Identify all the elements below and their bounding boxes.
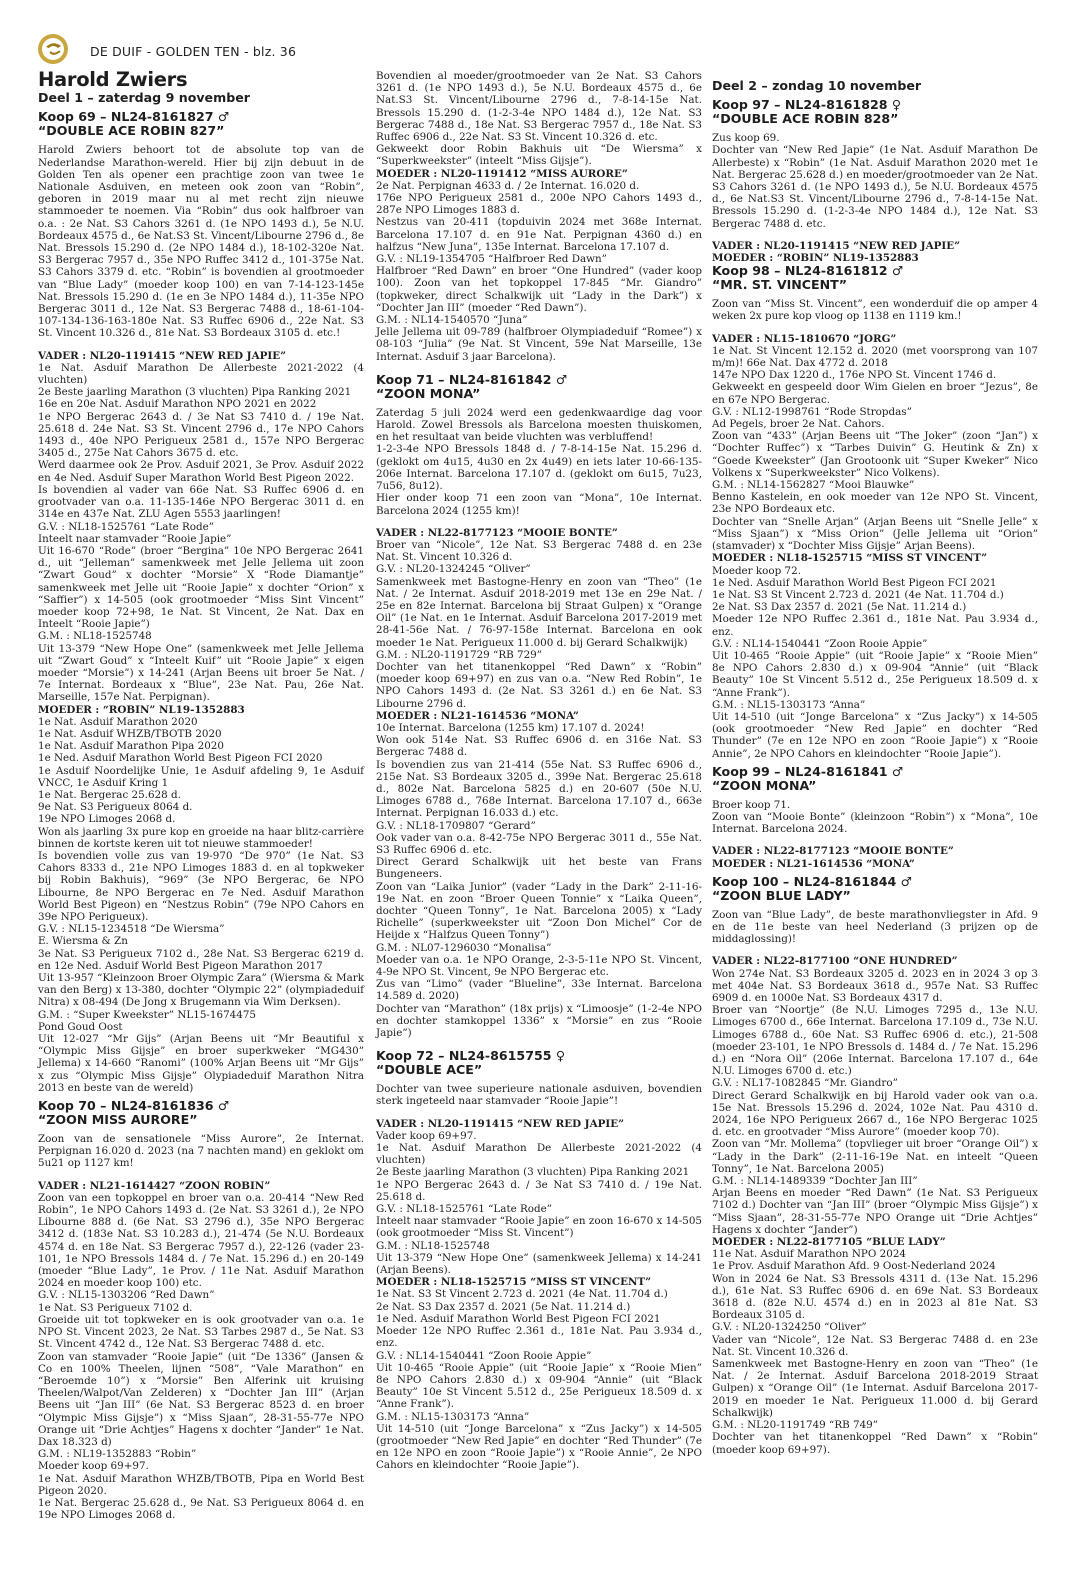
body-paragraph: G.V. : NL20-1324245 “Oliver” xyxy=(376,563,531,576)
body-paragraph: G.M. : NL15-1303173 “Anna” xyxy=(712,698,866,711)
body-paragraph: Zoon van “Laika Junior” (vader “Lady in the Dark” 2-11-16-19e Nat. en zoon “Broer Queen Tonnie” x “Laika Queen”, dochter “Queen Tonny”, 1e Nat. Barcelona 2005) x “Lady Richelle” (superkweekster uit “Zoon Don Michel” Cor de Heijde x “Halfzus Queen Tonny”) xyxy=(376,880,702,942)
body-paragraph: Uit 10-465 “Rooie Appie” (uit “Rooie Japie” x “Rooie Mien” 8e NPO Cahors 2.830 d.) x 09-904 “Annie” (uit “Black Beauty” 10e St Vincent 5.512 d., 25e Perigueux 18.509 d. x “Anne Frank”). xyxy=(712,649,1038,699)
body-paragraph: Moeder koop 72. xyxy=(712,564,801,577)
pedigree-parent-line: VADER : NL21-1614427 “ZOON ROBIN” xyxy=(38,1179,271,1192)
body-paragraph: Gekweekt door Robin Bakhuis uit “De Wiersma” x “Superkweekster” (inteelt “Miss Gijsje”). xyxy=(376,143,702,168)
body-paragraph: Dochter van “Marathon” (18x prijs) x “Limoosje” (1-2-4e NPO en dochter stamkoppel 1336” x “Morsie” en zus “Rooie Japie”) xyxy=(376,1002,702,1040)
body-paragraph: 1e NPO Bergerac 2643 d. / 3e Nat S3 7410 d. / 19e Nat. 25.618 d. xyxy=(376,1178,702,1203)
body-paragraph: Dochter van “Snelle Arjan” (Arjan Beens uit “Snelle Jelle” x “Miss Sjaan”) x “Miss Orion” (Jelle Jellema uit “Orion” (stamvader) x “Dochter Miss Gijsje” Arjan Beens). xyxy=(712,515,1038,553)
body-paragraph: G.V. : NL12-1998761 “Rode Stropdas” xyxy=(712,405,912,418)
body-paragraph: Uit 13-957 “Kleinzoon Broer Olympic Zara” (Wiersma & Mark van den Berg) x 13-380, dochter “Olympic 22” (olympiadeduif Nitra) x 08-494 (De Jong x Brugemann via Wim Derksen). xyxy=(38,972,364,1009)
body-paragraph: Werd daarmee ook 2e Prov. Asduif 2021, 3e Prov. Asduif 2022 en 4e Ned. Asduif Super Marathon World Best Pigeon 2022. xyxy=(38,459,364,484)
body-paragraph: G.M. : “Super Kweekster” NL15-1674475 xyxy=(38,1008,256,1021)
body-paragraph: G.M. : NL20-1191729 “RB 729” xyxy=(376,648,543,661)
body-paragraph: Direct Gerard Schalkwijk en bij Harold vader ook van o.a. 15e Nat. Bressols 15.296 d. 2024, 102e Nat. Pau 4310 d. 2024, 16e NPO Perigueux 2667 d., 16e NPO Bergerac 1025 d. etc. en grootvader “Miss Aurore” (moeder koop 70). xyxy=(712,1089,1038,1139)
body-paragraph: Uit 14-510 (uit “Jonge Barcelona” x “Zus Jacky”) x 14-505 (ook grootmoeder “New Red Japie” en dochter “Red Thunder” (7e en 12e NPO en zoon “Rooie Japie”) x “Rooie Annie”, 2e NPO Cahors en kleindochter “Rooie Japie”). xyxy=(712,710,1038,760)
body-paragraph: G.V. : NL15-1234518 “De Wiersma” xyxy=(38,923,225,936)
spacer xyxy=(38,1170,364,1180)
lot-heading: Koop 69 – NL24-8161827 ♂ xyxy=(38,109,230,125)
body-paragraph: Uit 13-379 “New Hope One” (samenkweek Jellema) x 14-241 (Arjan Beens). xyxy=(376,1251,702,1277)
body-paragraph: Won 274e Nat. S3 Bordeaux 3205 d. 2023 en in 2024 3 op 3 met 404e Nat. S3 Bordeaux 3618 d., 957e Nat. S3 Ruffec 6909 d. en 1000e Nat. S3 Bordeaux 4317 d. xyxy=(712,967,1038,1004)
lot-heading: Koop 70 – NL24-8161836 ♂ xyxy=(38,1098,230,1114)
body-paragraph: Zoon van “Mooie Bonte” (kleinzoon “Robin”) x “Mona”, 10e Internat. Barcelona 2024. xyxy=(712,810,1038,836)
lot-name: “ZOON MONA” xyxy=(712,777,817,793)
body-paragraph: 1e Nat. Bergerac 25.628 d., 9e Nat. S3 Perigueux 8064 d. en 19e NPO Limoges 2068 d. xyxy=(38,1496,364,1522)
pedigree-parent-line: MOEDER : “ROBIN” NL19-1352883 xyxy=(38,703,245,716)
body-paragraph: Pond Goud Oost xyxy=(38,1020,123,1033)
body-paragraph: Ad Pegels, broer 2e Nat. Cahors. xyxy=(712,418,885,431)
spacer xyxy=(712,230,1038,240)
body-paragraph: 3e Nat. S3 Perigueux 7102 d., 28e Nat. S3 Bergerac 6219 d. en 12e Ned. Asduif World Best Pigeon Marathon 2017 xyxy=(38,947,364,972)
body-paragraph: Vader koop 69+97. xyxy=(376,1129,477,1142)
body-paragraph: G.M. : NL18-1525748 xyxy=(38,630,152,643)
body-paragraph: Zoon van “Blue Lady”, de beste marathonvliegster in Afd. 9 en de 11e beste van heel Nederland (3 prijzen op de middaglossing)! xyxy=(712,908,1038,946)
spacer xyxy=(38,340,364,350)
body-paragraph: 1e Asduif Noordelijke Unie, 1e Asduif afdeling 9, 1e Asduif VNCC, 1e Asduif Kring 1 xyxy=(38,764,364,789)
body-paragraph: Zus van “Limo” (vader “Blueline”, 33e Internat. Barcelona 14.589 d. 2020) xyxy=(376,978,702,1003)
body-paragraph: Hier onder koop 71 een zoon van “Mona”, 10e Internat. Barcelona 2024 (1255 km)! xyxy=(376,492,702,517)
body-paragraph: Samenkweek met Bastogne-Henry en zoon van “Theo” (1e Nat. / 2e Internat. Asduif 2018-2019 met 13e en 29e Nat. / 25e en 82e Internat. Barcelona bij Straat Gulpen) x “Orange Oil” (1e Nat. en 1e Internat. Asduif Barcelona 2017-2019 met 28-41-56e Nat. / 76-97-158e Internat. Barcelona en ook moeder 1e Nat. Perigueux 11.000 d. bij Gerard Schalkwijk) xyxy=(376,575,702,649)
pedigree-parent-line: MOEDER : NL21-1614536 “MONA” xyxy=(376,709,579,722)
lot-name: “DOUBLE ACE ROBIN 828” xyxy=(712,111,899,127)
body-paragraph: 19e NPO Limoges 2068 d. xyxy=(38,813,176,826)
body-paragraph: 11e Nat. Asduif Marathon NPO 2024 xyxy=(712,1248,906,1261)
body-paragraph: Moeder 12e NPO Ruffec 2.361 d., 181e Nat. Pau 3.934 d., enz. xyxy=(376,1325,702,1350)
body-paragraph: 1e Prov. Asduif Marathon Afd. 9 Oost-Nederland 2024 xyxy=(712,1260,996,1273)
body-paragraph: 1e NPO Bergerac 2643 d. / 3e Nat S3 7410 d. / 19e Nat. 25.618 d. 24e Nat. S3 St. Vincent 2796 d., 17e NPO Cahors 1493 d., 40e NPO Perigueux 2581 d., 157e NPO Bergerac 3405 d., 275e Nat Cahors 3675 d. etc. xyxy=(38,410,364,460)
body-paragraph: Inteelt naar stamvader “Rooie Japie” xyxy=(38,532,232,545)
pedigree-parent-line: VADER : NL22-8177100 “ONE HUNDRED” xyxy=(712,955,958,968)
body-paragraph: Dochter van het titanenkoppel “Red Dawn” x “Robin” (moeder koop 69+97). xyxy=(712,1431,1038,1456)
body-paragraph: Arjan Beens en moeder “Red Dawn” (1e Nat. S3 Perigueux 7102 d.) Dochter van “Jan III” (broer “Olympic Miss Gijsje”) x “Miss Sjaan”, 28-31-55-77e NPO Orange uit “Drie Achtjes” Hagens x dochter “Jander”) xyxy=(712,1187,1038,1236)
lot-heading: Koop 97 – NL24-8161828 ♀ xyxy=(712,97,902,113)
body-paragraph: Groeide uit tot topkweker en is ook grootvader van o.a. 1e NPO St. Vincent 2023, 2e Nat. S3 Tarbes 2987 d., 5e Nat. S3 St. Vincent 4742 d., 12e Nat. S3 Bergerac 7488 d. etc. xyxy=(38,1313,364,1351)
lot-name: “ZOON MISS AURORE” xyxy=(38,1112,198,1128)
body-paragraph: Uit 14-510 (uit “Jonge Barcelona” x “Zus Jacky”) x 14-505 (grootmoeder “New Red Japie” en dochter “Red Thunder” (7e en 12e NPO en zoon “Rooie Japie”) x “Rooie Annie”, 2e NPO Cahors en kleindochter “Rooie Japie”). xyxy=(376,1422,702,1472)
body-paragraph: 2e Beste jaarling Marathon (3 vluchten) Pipa Ranking 2021 xyxy=(376,1166,690,1179)
body-paragraph: Zus koop 69. xyxy=(712,132,780,145)
body-paragraph: Uit 16-670 “Rode” (broer “Bergina” 10e NPO Bergerac 2641 d., uit “Jelleman” samenkweek met Jelle Jellema uit zoon “Zwart Goud” x dochter “Morsie” X “Rode Diamantje” samenkweek met Jelle uit “Rooie Japie” x dochter “Orion” x “Saffier”) x 14-505 (ook grootmoeder “Miss Sint Vincent” moeder koop 72+98, 1e Nat. St Vincent, 2e Nat. Dax en Inteelt “Rooie Japie”) xyxy=(38,544,364,631)
body-paragraph: Uit 13-379 “New Hope One” (samenkweek met Jelle Jellema uit “Zwart Goud” x “Inteelt Kuif” uit “Rooie Japie” x eigen moeder “Morsie”) x 14-241 (Arjan Beens uit broer 5e Nat. / 7e Internat. Bordeaux x “Blue”, 23e Nat. Pau, 26e Nat. Marseille, 157e Nat. Perpignan). xyxy=(38,642,364,704)
body-paragraph: 1e Nat. Asduif Marathon De Allerbeste 2021-2022 (4 vluchten) xyxy=(376,1142,702,1167)
body-paragraph: Broer van “Noortje” (8e N.U. Limoges 7295 d., 13e N.U. Limoges 6700 d., 66e Internat. Barcelona 17.109 d., 73e N.U. Limoges 6788 d., 60e Nat. S3 Ruffec 6906 d. etc.), 21-508 (moeder 23-101, 1e NPO Bressols d. 1484 d. / 7e Nat. 15.296 d.) en “Nora Oil” (206e Internat. Barcelona 17.107 d., 64e N.U. Limoges 6700 d. etc.) xyxy=(712,1004,1038,1078)
body-paragraph: 2e Nat. S3 Dax 2357 d. 2021 (5e Nat. 11.214 d.) xyxy=(376,1300,631,1313)
body-paragraph: Moeder koop 69+97. xyxy=(38,1460,149,1473)
body-paragraph: 1e Nat. Asduif WHZB/TBOTB 2020 xyxy=(38,727,222,740)
column-right xyxy=(712,80,1038,1456)
body-paragraph: G.M. : NL07-1296030 “Monalisa” xyxy=(376,941,552,954)
body-paragraph: Dochter van “New Red Japie” (1e Nat. Asduif Marathon De Allerbeste) x “Robin” (1e Nat. Asduif Marathon 2020 met 1e Nat. Bergerac 25.628 d.) en moeder/grootmoeder van 2e Nat. S3 Cahors 3261 d. (1e NPO 1493 d.), 5e N.U. Bordeaux 4575 d., 6e Nat.S3 St. Vincent/Libourne 2796 d., 7-8-14-15e Nat. Bressols 15.290 d. (1-2-3-4e NPO 1484 d.), 12e Nat. S3 Bergerac 7488 d. etc. xyxy=(712,144,1038,230)
spacer xyxy=(712,835,1038,845)
body-paragraph: 1e Nat. Asduif Marathon De Allerbeste 2021-2022 (4 vluchten) xyxy=(38,361,364,387)
spacer xyxy=(376,517,702,527)
breeder-name: Harold Zwiers xyxy=(38,68,188,91)
body-paragraph: G.V. : NL20-1324250 “Oliver” xyxy=(712,1321,867,1334)
body-paragraph: 1-2-3-4e NPO Bressols 1848 d. / 7-8-14-15e Nat. 15.296 d. (geklokt om 4u15, 4u30 en 2x 4u49) en iets later 10-66-135-206e Internat. Barcelona 17.107 d. (geklokt om 6u15, 7u23, 7u56, 8u12). xyxy=(376,443,702,493)
lot-name: “ZOON MONA” xyxy=(376,385,481,401)
body-paragraph: Gekweekt en gespeeld door Wim Gielen en broer “Jezus”, 8e en 67e NPO Bergerac. xyxy=(712,381,1038,406)
body-paragraph: 1e Ned. Asduif Marathon World Best Pigeon FCI 2021 xyxy=(712,576,997,589)
body-paragraph: Zoon van “433” (Arjan Beens uit “The Joker” (zoon “Jan”) x “Dochter Ruffec”) x “Tarbes Duivin” G. Heutink & Zn) x “Goede Kweekster” (Jan Grootoonk uit “Super Kweker” Nico Volkens x “Superkweekster” Nico Volkens). xyxy=(712,430,1038,479)
body-paragraph: 1e Nat. St Vincent 12.152 d. 2020 (met voorsprong van 107 m/m)! 66e Nat. Dax 4772 d. 2018 xyxy=(712,344,1038,370)
body-paragraph: 1e Nat. Asduif Marathon WHZB/TBOTB, Pipa en World Best Pigeon 2020. xyxy=(38,1472,364,1497)
body-paragraph: Samenkweek met Bastogne-Henry en zoon van “Theo” (1e Nat. / 2e Internat. Asduif Barcelona 2018-2019 Straat Gulpen) x “Orange Oil” (1e Internat. Asduif Barcelona 2017-2019 en moeder 1e Nat. Perigueux 11.000 d. bij Gerard Schalkwijk) xyxy=(712,1358,1038,1419)
body-paragraph: Jelle Jellema uit 09-789 (halfbroer Olympiadeduif “Romee”) x 08-103 “Julia” (9e Nat. St Vincent, 59e Nat Marseille, 13e Internat. Asduif 3 jaar Barcelona). xyxy=(376,326,702,363)
page-header-text: DE DUIF - GOLDEN TEN - blz. 36 xyxy=(90,43,297,59)
pedigree-parent-line: MOEDER : NL21-1614536 “MONA” xyxy=(712,857,915,870)
body-paragraph: Bovendien al moeder/grootmoeder van 2e Nat. S3 Cahors 3261 d. (1e NPO 1493 d.), 5e N.U. Bordeaux 4575 d., 6e Nat.S3 St. Vincent/Libourne 2796 d., 7-8-14-15e Nat. Bressols 15.290 d. (1-2-3-4e NPO 1484 d.), 12e Nat. S3 Bergerac 7488 d., 18e Nat. S3 Bergerac 7957 d., 18e Nat. S3 Ruffec 6906 d., 22e Nat. S3 St. Vincent 10.326 d. etc. xyxy=(376,70,702,144)
body-paragraph: Zoon van de sensationele “Miss Aurore”, 2e Internat. Perpignan 16.020 d. 2023 (na 7 nachten mand) en geklokt om 5u21 op 1127 km! xyxy=(38,1133,364,1170)
lot-name: “ZOON BLUE LADY” xyxy=(712,887,851,903)
body-paragraph: Dochter van het titanenkoppel “Red Dawn” x “Robin” (moeder koop 69+97) en zus van o.a. “New Red Robin”, 1e NPO Cahors 1493 d. (2e Nat. S3 3261 d.) en 6e Nat. S3 Libourne 2796 d. xyxy=(376,660,702,710)
body-paragraph: Uit 10-465 “Rooie Appie” (uit “Rooie Japie” x “Rooie Mien” 8e NPO Cahors 2.830 d.) x 09-904 “Annie” (uit “Black Beauty” 10e St Vincent 5.512 d., 25e Perigueux 18.509 d. x “Anne Frank”). xyxy=(376,1361,702,1411)
pedigree-parent-line: VADER : NL22-8177123 “MOOIE BONTE” xyxy=(376,526,618,539)
pedigree-parent-line: MOEDER : NL18-1525715 “MISS ST VINCENT” xyxy=(712,552,988,565)
body-paragraph: G.V. : NL18-1525761 “Late Rode” xyxy=(376,1203,553,1216)
body-paragraph: G.V. : NL18-1525761 “Late Rode” xyxy=(38,520,215,533)
spacer xyxy=(712,945,1038,955)
body-paragraph: Direct Gerard Schalkwijk uit het beste van Frans Bungeneers. xyxy=(376,856,702,881)
body-paragraph: 1e Nat. S3 St Vincent 2.723 d. 2021 (4e Nat. 11.704 d.) xyxy=(376,1288,668,1301)
body-paragraph: 2e Nat. Perpignan 4633 d. / 2e Internat. 16.020 d. xyxy=(376,179,640,192)
body-paragraph: G.V. : NL15-1303206 “Red Dawn” xyxy=(38,1289,215,1302)
body-paragraph: Inteelt naar stamvader “Rooie Japie” en zoon 16-670 x 14-505 (ook grootmoeder “Miss St. Vincent”) xyxy=(376,1215,702,1240)
pedigree-parent-line: MOEDER : NL20-1191412 “MISS AURORE” xyxy=(376,167,628,180)
lot-name: “DOUBLE ACE” xyxy=(376,1062,483,1078)
lot-name: “MR. ST. VINCENT” xyxy=(712,277,848,293)
body-paragraph: 1e Nat. S3 Perigueux 7102 d. xyxy=(38,1301,193,1314)
pedigree-parent-line: MOEDER : “ROBIN” NL19-1352883 xyxy=(712,252,919,265)
body-paragraph: 176e NPO Perigueux 2581 d., 200e NPO Cahors 1493 d., 287e NPO Limoges 1883 d. xyxy=(376,192,702,217)
body-paragraph: Uit 12-027 “Mr Gijs” (Arjan Beens uit “Mr Beautiful x “Olympic Miss Gijsje” en broer superkweker “MG430” Jellema) x 14-660 “Ranomi” (100% Arjan Beens uit “Mr Gijs” x zus “Olympic Miss Gijsje” Olypiadeduif Marathon Nitra 2013 en beste van de wereld) xyxy=(38,1033,364,1094)
body-paragraph: 1e Nat. Asduif Marathon Pipa 2020 xyxy=(38,740,224,753)
body-paragraph: Is bovendien zus van 21-414 (55e Nat. S3 Ruffec 6906 d., 215e Nat. S3 Bordeaux 3205 d., 399e Nat. Bergerac 25.618 d., 802e Nat. Barcelona 5825 d.) en 20-607 (50e N.U. Limoges 6788 d., 768e Internat. Barcelona 17.107 d., 663e Internat. Perpignan 16.033 d.) etc. xyxy=(376,758,702,820)
body-paragraph: G.V. : NL19-1354705 “Halfbroer Red Dawn” xyxy=(376,253,607,266)
body-paragraph: E. Wiersma & Zn xyxy=(38,935,128,948)
body-paragraph: 16e en 20e Nat. Asduif Marathon NPO 2021 en 2022 xyxy=(38,398,317,411)
body-paragraph: 9e Nat. S3 Perigueux 8064 d. xyxy=(38,801,193,814)
body-paragraph: Harold Zwiers behoort tot de absolute top van de Nederlandse Marathon-wereld. Hier bij zijn debuut in de Golden Ten als opener een prachtige zoon van twee 1e Nationale Asduiven, en meteen ook zoon van “Robin”, geboren in 2019 maar nu al met recht zijn nieuwe stammoeder te noemen. Via “Robin” dus ook halfbroer van o.a. : 2e Nat. S3 Cahors 3261 d. (1e NPO 1493 d.), 5e N.U. Bordeaux 4575 d., 6e Nat.S3 St. Vincent/Libourne 2796 d., 8e Nat. Bressols 15.290 d. (2e NPO 1484 d.), 18-102-320e Nat. S3 Bergerac 7957 d., 35e NPO Ruffec 3412 d., 101-375e Nat. S3 Cahors 3379 d. etc. “Robin” is bovendien al grootmoeder van “Blue Lady” (moeder koop 100) en van 7-14-123-145e Nat. Bressols 15.290 d. (1e en 3e NPO 1484 d.), 11-35e NPO Bergerac 3011 d., 12e Nat. S3 Bergerac 7488 d., 18-61-104-107-134-136-163-180e Nat. S3 Ruffec 6906 d., 22e Nat. S3 St. Vincent 10.326 d., 81e Nat. S3 Bordeaux 3105 d. etc.! xyxy=(38,144,364,340)
section-heading: Deel 1 – zaterdag 9 november xyxy=(38,90,250,106)
body-paragraph: Nestzus van 20-411 (topduivin 2024 met 368e Internat. Barcelona 17.107 d. en 91e Nat. Perpignan 4360 d.) en halfzus “New Juna”, 135e Internat. Barcelona 17.107 d. xyxy=(376,216,702,253)
body-paragraph: Zoon van een topkoppel en broer van o.a. 20-414 “New Red Robin”, 1e NPO Cahors 1493 d. (2e Nat. S3 3261 d.), 2e NPO Libourne 888 d. (6e Nat. S3 2796 d.), 35e NPO Bergerac 3412 d. (183e Nat. S3 10.283 d.), 21-474 (5e N.U. Bordeaux 4574 d. en 18e Nat. S3 Bergerac 7957 d.), 22-126 (vader 23-101, 1e NPO Bressols 1484 d. / 7e Nat. 15.296 d.) en 20-149 (moeder “Blue Lady”, 1e Prov. / 11e Nat. Asduif Marathon 2024 en moeder koop 100) etc. xyxy=(38,1191,364,1290)
body-paragraph: Zoon van “Miss St. Vincent”, een wonderduif die op amper 4 weken 2x pure kop vloog op 1138 en 1119 km.! xyxy=(712,298,1038,323)
lot-heading: Koop 100 – NL24-8161844 ♂ xyxy=(712,873,912,889)
body-paragraph: Won als jaarling 3x pure kop en groeide na haar blitz-carrière binnen de kortste keren uit tot nieuwe stammoeder! xyxy=(38,825,364,850)
body-paragraph: 1e Nat. Bergerac 25.628 d. xyxy=(38,788,181,801)
body-paragraph: G.M. : NL19-1352883 “Robin” xyxy=(38,1448,197,1461)
body-paragraph: G.M. : NL14-1489339 “Dochter Jan III” xyxy=(712,1175,918,1188)
spacer xyxy=(376,1108,702,1118)
lot-heading: Koop 71 – NL24-8161842 ♂ xyxy=(376,371,568,387)
body-paragraph: Zoon van stamvader “Rooie Japie” (uit “De 1336” (Jansen & Co en 100% Theelen, lijnen “508”, “Vale Marathon” en “Beroemde 10”) x “Morsie” Ben Alferink uit kruising Theelen/Walpot/Van Zelderen) x “Dochter Jan III” (Arjan Beens uit “Jan III” (6e Nat. S3 Bergerac 8523 d. en broer “Olympic Miss Gijsje”) x “Miss Sjaan”, 28-31-55-77e NPO Orange uit “Drie Achtjes” Hagens x dochter “Jander” 1e Nat. Dax 18.323 d) xyxy=(38,1350,364,1448)
body-paragraph: 10e Internat. Barcelona (1255 km) 17.107 d. 2024! xyxy=(376,721,645,734)
body-paragraph: G.M. : NL18-1525748 xyxy=(376,1239,490,1252)
pedigree-parent-line: VADER : NL20-1191415 “NEW RED JAPIE” xyxy=(712,239,961,252)
body-paragraph: G.V. : NL14-1540441 “Zoon Rooie Appie” xyxy=(376,1349,592,1362)
lot-heading: Koop 72 – NL24-8615755 ♀ xyxy=(376,1048,566,1064)
pedigree-parent-line: VADER : NL15-1810670 “JORG” xyxy=(712,332,897,345)
body-paragraph: Zaterdag 5 juli 2024 werd een gedenkwaardige dag voor Harold. Zowel Bressols als Barcelona moesten thuiskomen, en het resultaat van beide vluchten was verbluffend! xyxy=(376,406,702,444)
lot-name: “DOUBLE ACE ROBIN 827” xyxy=(38,123,225,139)
body-paragraph: 2e Nat. S3 Dax 2357 d. 2021 (5e Nat. 11.214 d.) xyxy=(712,601,967,614)
body-paragraph: Broer van “Nicole”, 12e Nat. S3 Bergerac 7488 d. en 23e Nat. St. Vincent 10.326 d. xyxy=(376,538,702,564)
body-paragraph: G.V. : NL17-1082845 “Mr. Giandro” xyxy=(712,1077,898,1090)
body-paragraph: Moeder van o.a. 1e NPO Orange, 2-3-5-11e NPO St. Vincent, 4-9e NPO St. Vincent, 9e NPO Bergerac etc. xyxy=(376,953,702,979)
spacer xyxy=(712,323,1038,333)
body-paragraph: Broer koop 71. xyxy=(712,798,791,811)
body-paragraph: Moeder 12e NPO Ruffec 2.361 d., 181e Nat. Pau 3.934 d., enz. xyxy=(712,613,1038,638)
pedigree-parent-line: VADER : NL22-8177123 “MOOIE BONTE” xyxy=(712,845,954,858)
body-paragraph: 1e Nat. Asduif Marathon 2020 xyxy=(38,715,198,728)
body-paragraph: Halfbroer “Red Dawn” en broer “One Hundred” (vader koop 100). Zoon van het topkoppel 17-845 “Mr. Giandro” (topkweker, direct Schalkwijk uit “Lady in the Dark”) x “Dochter Jan III” (moeder “Red Dawn”). xyxy=(376,265,702,314)
pedigree-parent-line: MOEDER : NL18-1525715 “MISS ST VINCENT” xyxy=(376,1276,652,1289)
lot-heading: Koop 98 – NL24-8161812 ♂ xyxy=(712,263,904,279)
column-left xyxy=(38,68,364,1522)
body-paragraph: G.M. : NL20-1191749 “RB 749” xyxy=(712,1419,879,1432)
body-paragraph: Vader van “Nicole”, 12e Nat. S3 Bergerac 7488 d. en 23e Nat. St. Vincent 10.326 d. xyxy=(712,1333,1038,1358)
body-paragraph: 1e Ned. Asduif Marathon World Best Pigeon FCI 2020 xyxy=(38,752,323,765)
body-paragraph: G.M. : NL14-1540570 “Juna” xyxy=(376,314,528,327)
pedigree-parent-line: VADER : NL20-1191415 “NEW RED JAPIE” xyxy=(376,1117,625,1130)
body-paragraph: Won in 2024 6e Nat. S3 Bressols 4311 d. (13e Nat. 15.296 d.), 61e Nat. S3 Ruffec 6906 d. en 69e Nat. S3 Bordeaux 3618 d. (82e N.U. 4574 d.) en in 2023 al 81e Nat. S3 Bordeaux 3105 d. xyxy=(712,1272,1038,1322)
pedigree-parent-line: MOEDER : NL22-8177105 “BLUE LADY” xyxy=(712,1236,946,1249)
body-paragraph: 1e Ned. Asduif Marathon World Best Pigeon FCI 2021 xyxy=(376,1312,661,1325)
body-paragraph: G.M. : NL15-1303173 “Anna” xyxy=(376,1410,530,1423)
body-paragraph: Ook vader van o.a. 8-42-75e NPO Bergerac 3011 d., 55e Nat. S3 Ruffec 6906 d. etc. xyxy=(376,831,702,856)
body-paragraph: Won ook 514e Nat. S3 Ruffec 6906 d. en 316e Nat. S3 Bergerac 7488 d. xyxy=(376,734,702,759)
body-paragraph: 147e NPO Dax 1220 d., 176e NPO St. Vincent 1746 d. xyxy=(712,369,997,382)
body-paragraph: Is bovendien al vader van 66e Nat. S3 Ruffec 6906 d. en grootvader van o.a. 11-135-146e NPO Bergerac 3011 d. en 314e en 437e Nat. ZLU Agen 5553 jaarlingen! xyxy=(38,483,364,521)
body-paragraph: G.V. : NL14-1540441 “Zoon Rooie Appie” xyxy=(712,637,928,650)
body-paragraph: 2e Beste jaarling Marathon (3 vluchten) Pipa Ranking 2021 xyxy=(38,386,352,399)
golden-ten-logo-icon xyxy=(36,32,70,66)
body-paragraph: Zoon van “Mr. Mollema” (topvlieger uit broer “Orange Oil”) x “Lady in the Dark” (2-11-16-19e Nat. en inteelt “Queen Tonny”, 1e Nat. Barcelona 2005) xyxy=(712,1138,1038,1175)
body-paragraph: G.V. : NL18-1709807 “Gerard” xyxy=(376,819,536,832)
column-middle xyxy=(376,70,702,1472)
section-heading: Deel 2 – zondag 10 november xyxy=(712,78,922,93)
body-paragraph: Is bovendien volle zus van 19-970 “De 970” (1e Nat. S3 Cahors 8333 d., 21e NPO Limoges 1883 d. en al topkweker bij Robin Bakhuis), “969” (3e NPO Bergerac, 6e NPO Libourne, 8e NPO Bergerac en 7e Ned. Asduif Marathon World Best Pigeon) en “Nestzus Robin” (79e NPO Cahors en 39e NPO Perigueux). xyxy=(38,849,364,923)
pedigree-parent-line: VADER : NL20-1191415 “NEW RED JAPIE” xyxy=(38,349,287,362)
body-paragraph: 1e Nat. S3 St Vincent 2.723 d. 2021 (4e Nat. 11.704 d.) xyxy=(712,588,1004,601)
body-paragraph: Benno Kastelein, en ook moeder van 12e NPO St. Vincent, 23e NPO Bordeaux etc. xyxy=(712,491,1038,516)
page-header xyxy=(38,38,297,64)
lot-heading: Koop 99 – NL24-8161841 ♂ xyxy=(712,763,904,779)
body-paragraph: G.M. : NL14-1562827 “Mooi Blauwke” xyxy=(712,479,915,492)
body-paragraph: Dochter van twee superieure nationale asduiven, bovendien sterk ingeteeld naar stamvader “Rooie Japie”! xyxy=(376,1083,702,1108)
